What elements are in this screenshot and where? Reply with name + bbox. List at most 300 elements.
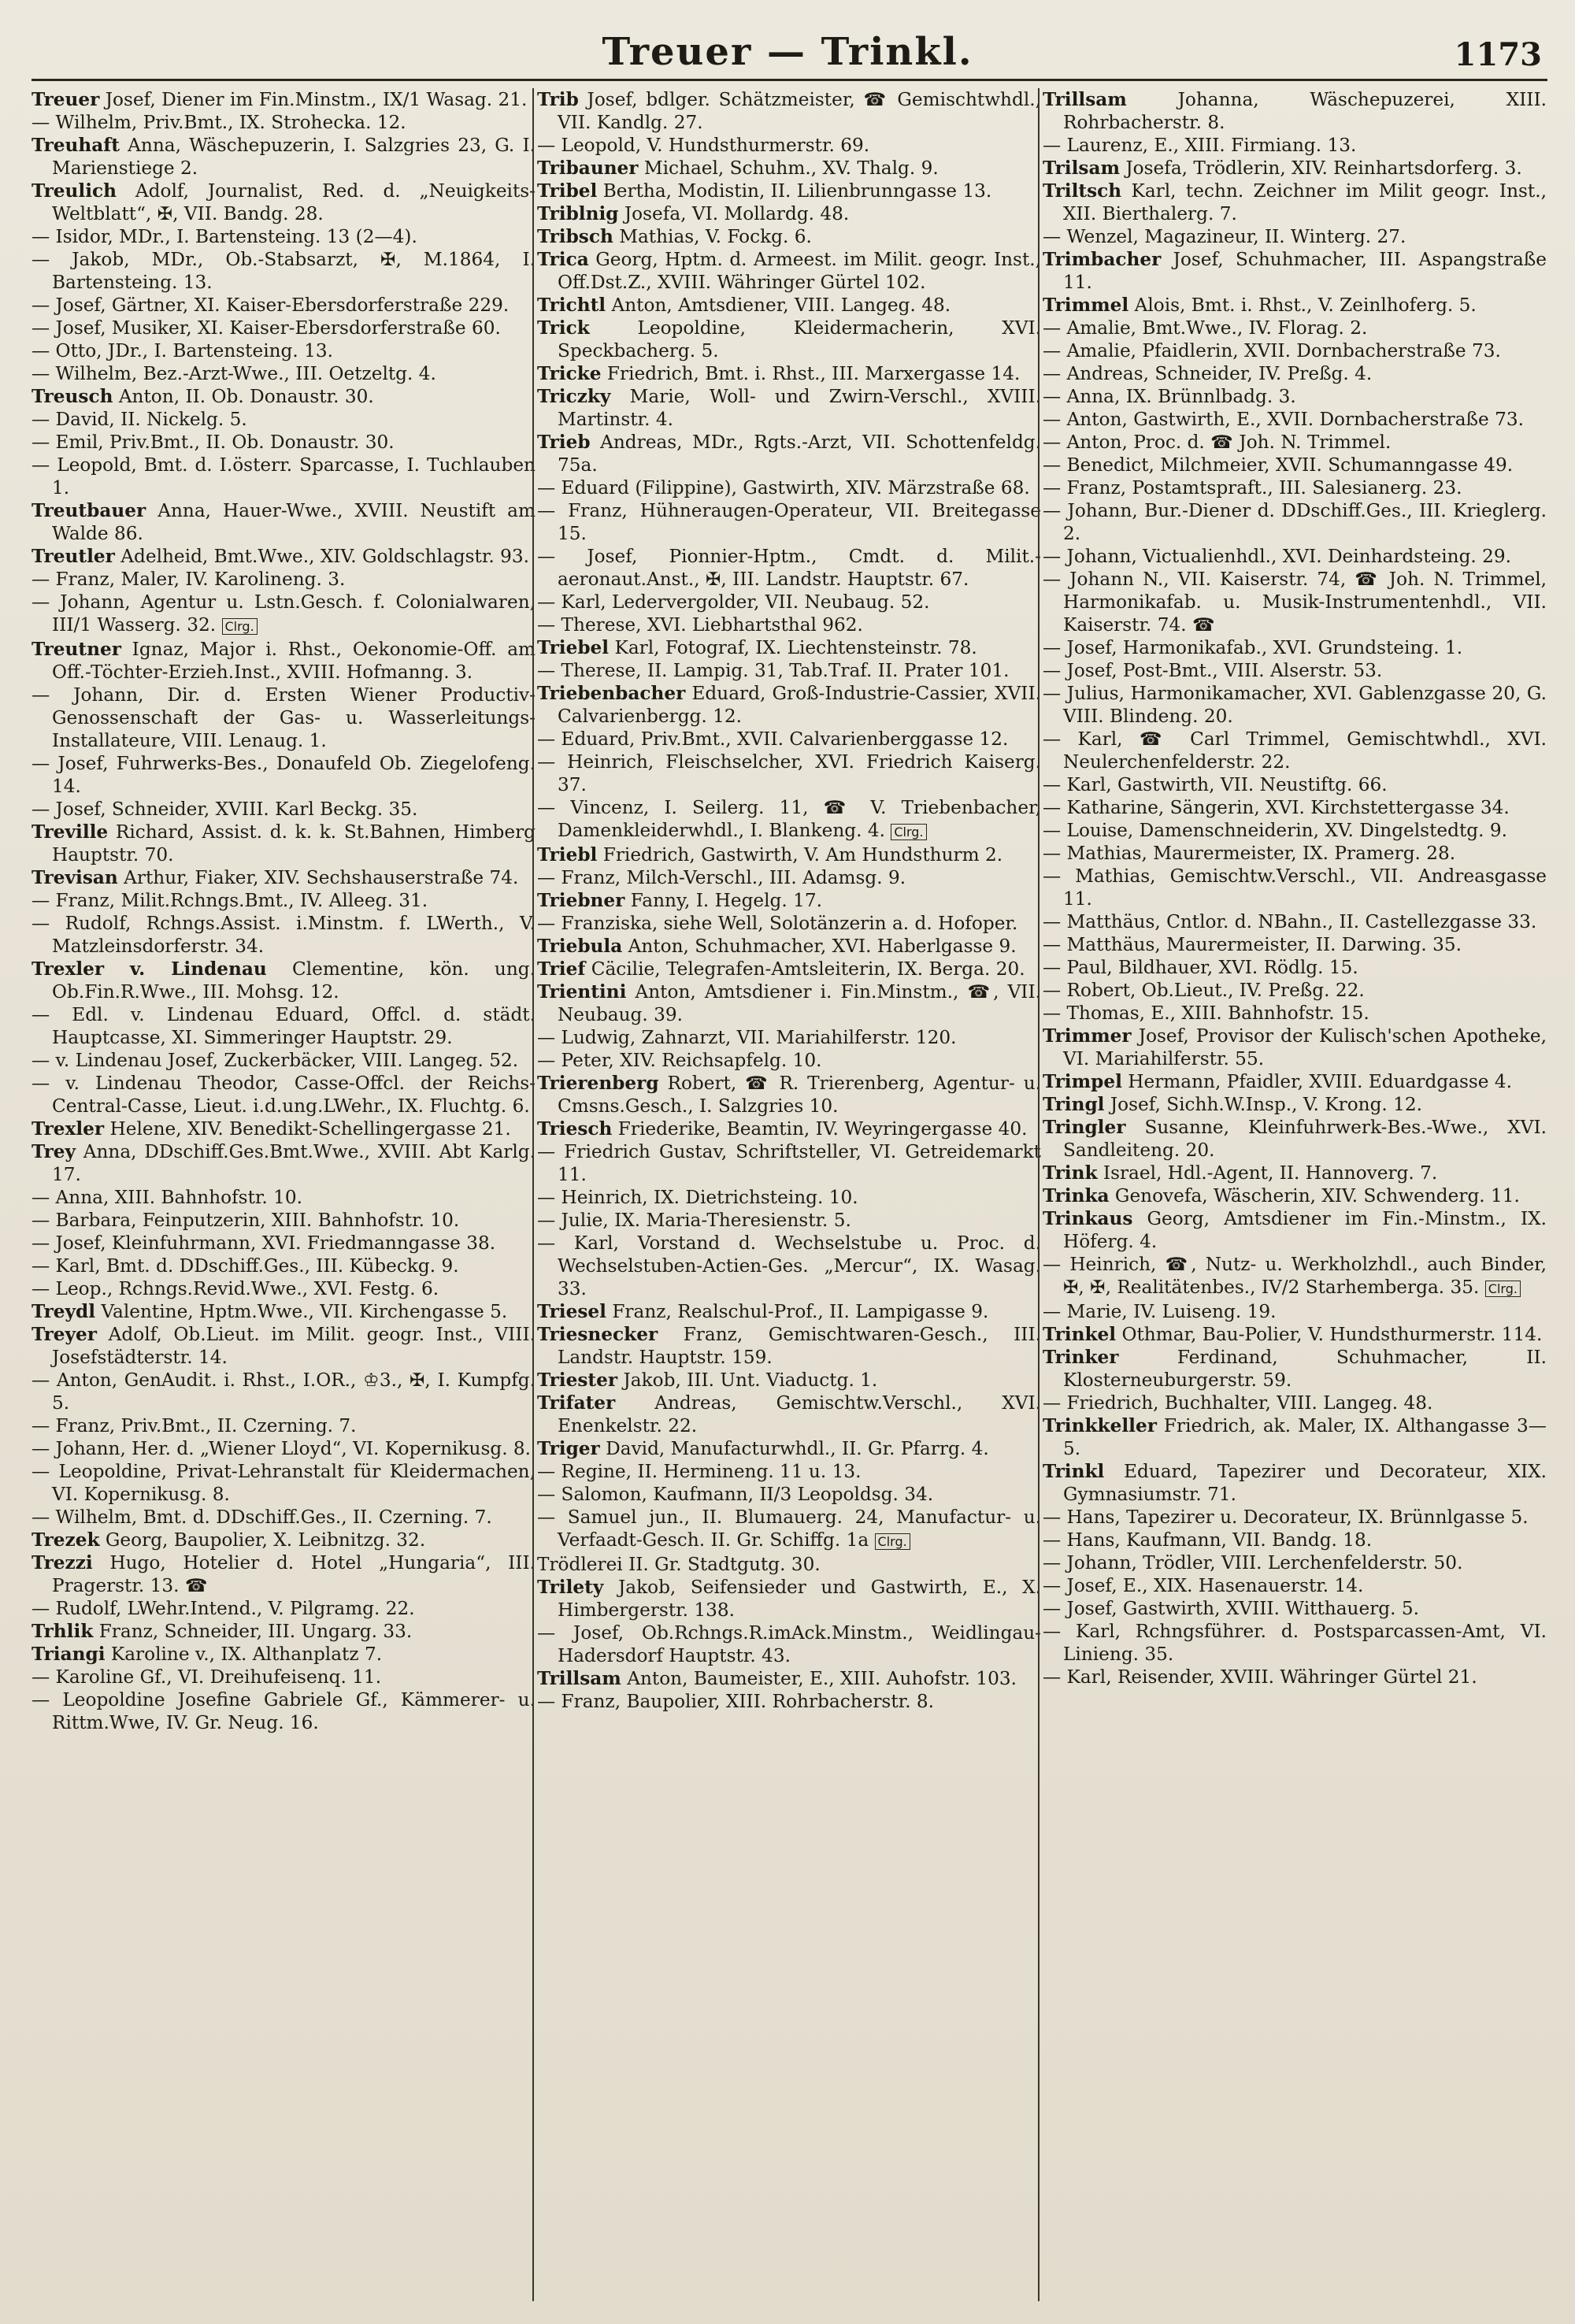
directory-entry	[537, 248, 1041, 294]
entry-text: — Ludwig, Zahnarzt, VII. Mariahilferstr. 120.	[537, 1027, 957, 1048]
entry-surname: Treutler	[32, 546, 115, 567]
directory-entry	[1043, 979, 1547, 1002]
directory-entry	[32, 545, 536, 568]
entry-text: Cäcilie, Telegrafen-Amtsleiterin, IX. Berga. 20.	[591, 958, 1025, 980]
directory-entry	[32, 958, 536, 1003]
directory-entry	[1043, 476, 1547, 499]
entry-text: Karl, techn. Zeichner im Milit geogr. Inst., XII. Bierthalerg. 7.	[1063, 180, 1547, 224]
entry-surname: Triangi	[32, 1644, 106, 1665]
entry-surname: Trezzi	[32, 1552, 93, 1573]
entry-surname: Treutbauer	[32, 500, 146, 521]
directory-entry	[32, 1437, 536, 1460]
entry-surname: Trey	[32, 1141, 76, 1162]
directory-entry	[537, 88, 1041, 134]
entry-text: — Karl, ☎ Carl Trimmel, Gemischtwhdl., XVI. Neulerchenfelderstr. 22.	[1043, 728, 1547, 773]
directory-entry	[1043, 431, 1547, 454]
entry-text: — Leopold, Bmt. d. I.österr. Sparcasse, I. Tuchlauben 1.	[32, 454, 536, 499]
directory-entry	[1043, 1551, 1547, 1574]
directory-entry	[1043, 1093, 1547, 1116]
directory-entry	[32, 88, 536, 111]
entry-surname: Treulich	[32, 180, 117, 202]
entry-text: Bertha, Modistin, II. Lilienbrunngasse 13.	[602, 180, 992, 202]
entry-text: — Johann N., VII. Kaiserstr. 74, ☎ Joh. N. Trimmel, Harmonikafab. u. Musik-Instrumentenhdl., VII. Kaiserstr. 74. ☎	[1043, 569, 1547, 636]
entry-text: — Leopold, V. Hundsthurmerstr. 69.	[537, 135, 870, 156]
directory-entry	[32, 339, 536, 362]
directory-entry	[537, 134, 1041, 157]
entry-text: — Karl, Vorstand d. Wechselstube u. Proc. d. Wechselstuben-Actien-Ges. „Mercur“, IX. Wasag. 33.	[537, 1232, 1041, 1299]
directory-entry	[32, 752, 536, 798]
entry-surname: Trimmel	[1043, 295, 1129, 316]
directory-entry	[32, 180, 536, 225]
entry-text: Jakob, III. Unt. Viaductg. 1.	[623, 1370, 878, 1391]
entry-surname: Triger	[537, 1438, 600, 1459]
entry-surname: Tribauner	[537, 158, 639, 179]
entry-surname: Triebel	[537, 637, 610, 658]
directory-entry	[1043, 659, 1547, 682]
entry-text: — Friedrich Gustav, Schriftsteller, VI. Getreidemarkt 11.	[537, 1141, 1041, 1185]
entry-surname: Triester	[537, 1370, 618, 1391]
entry-text: — Josef, E., XIX. Hasenauerstr. 14.	[1043, 1575, 1364, 1596]
entry-text: Ignaz, Major i. Rhst., Oekonomie-Off. am Off.-Töchter-Erzieh.Inst., XVIII. Hofmanng. 3.	[52, 639, 536, 683]
entry-text: Franz, Gemischtwaren-Gesch., III. Landstr. Hauptstr. 159.	[558, 1324, 1041, 1368]
entry-text: Othmar, Bau-Polier, V. Hundsthurmerstr. 114.	[1121, 1324, 1543, 1345]
entry-surname: Trick	[537, 317, 590, 339]
directory-entry	[1043, 1162, 1547, 1184]
entry-text: Israel, Hdl.-Agent, II. Hannoverg. 7.	[1102, 1162, 1438, 1184]
directory-entry	[1043, 728, 1547, 773]
directory-entry	[32, 1209, 536, 1232]
entry-text: — Thomas, E., XIII. Bahnhofstr. 15.	[1043, 1003, 1369, 1024]
entry-text: — Franz, Hühneraugen-Operateur, VII. Breitegasse 15.	[537, 500, 1041, 544]
entry-text: — Rudolf, LWehr.Intend., V. Pilgramg. 22.	[32, 1598, 415, 1619]
directory-entry	[1043, 385, 1547, 408]
directory-entry	[1043, 1574, 1547, 1597]
directory-entry	[32, 821, 536, 866]
directory-entry	[1043, 1184, 1547, 1207]
entry-surname: Trexler	[32, 1118, 105, 1140]
directory-entry	[537, 728, 1041, 751]
directory-entry	[1043, 636, 1547, 659]
directory-entry	[1043, 134, 1547, 157]
entry-text: — Paul, Bildhauer, XVI. Rödlg. 15.	[1043, 957, 1358, 978]
entry-surname: Trhlik	[32, 1621, 94, 1642]
directory-entry	[32, 294, 536, 317]
entry-text: — Friedrich, Buchhalter, VIII. Langeg. 48.	[1043, 1392, 1433, 1414]
directory-entry	[537, 431, 1041, 476]
directory-entry	[32, 1643, 536, 1666]
directory-entry	[32, 1506, 536, 1529]
directory-entry	[537, 958, 1041, 980]
entry-text: Andreas, Gemischtw.Verschl., XVI. Enenkelstr. 22.	[558, 1392, 1041, 1436]
column-divider-2	[1038, 88, 1040, 2301]
directory-entry	[537, 157, 1041, 180]
directory-entry	[32, 1300, 536, 1323]
entry-surname: Trica	[537, 249, 589, 270]
entry-surname: Triesel	[537, 1301, 606, 1322]
directory-entry	[32, 454, 536, 499]
directory-entry	[32, 591, 536, 638]
entry-surname: Trillsam	[537, 1668, 621, 1689]
entry-surname: Triczky	[537, 386, 611, 407]
entry-surname: Trezek	[32, 1529, 100, 1551]
directory-entry	[32, 798, 536, 821]
directory-entry	[32, 248, 536, 294]
directory-entry	[32, 111, 536, 134]
directory-entry	[537, 1140, 1041, 1186]
entry-text: — Hans, Kaufmann, VII. Bandg. 18.	[1043, 1529, 1373, 1551]
entry-text: Georg, Amtsdiener im Fin.-Minstm., IX. Höferg. 4.	[1063, 1208, 1547, 1252]
entry-text: — Karoline Gf., VI. Dreihufeisenq. 11.	[32, 1666, 382, 1688]
page-title: Treuer — Trinkl.	[602, 30, 973, 74]
directory-entry	[537, 682, 1041, 728]
directory-entry	[1043, 339, 1547, 362]
entry-text: Anna, Hauer-Wwe., XVIII. Neustift am Walde 86.	[52, 500, 536, 544]
entry-text: — Benedict, Milchmeier, XVII. Schumanngasse 49.	[1043, 454, 1514, 476]
directory-entry	[1043, 157, 1547, 180]
directory-entry	[537, 1553, 1041, 1576]
entry-text: — Karl, Gastwirth, VII. Neustiftg. 66.	[1043, 774, 1388, 795]
entry-text: Andreas, MDr., Rgts.-Arzt, VII. Schottenfeldg. 75a.	[558, 432, 1041, 476]
entry-text: — Matthäus, Cntlor. d. NBahn., II. Castellezgasse 33.	[1043, 911, 1537, 932]
entry-text: Arthur, Fiaker, XIV. Sechshauserstraße 74.	[124, 867, 519, 888]
directory-entry	[32, 1460, 536, 1506]
entry-text: Josefa, VI. Mollardg. 48.	[624, 203, 850, 224]
entry-text: — Laurenz, E., XIII. Firmiang. 13.	[1043, 135, 1357, 156]
entry-surname: Trib	[537, 89, 579, 110]
directory-entry	[32, 1072, 536, 1118]
entry-text: Adolf, Ob.Lieut. im Milit. geogr. Inst., VIII. Josefstädterstr. 14.	[52, 1324, 536, 1368]
entry-text: Anna, Wäschepuzerin, I. Salzgries 23, G. I. Marienstiege 2.	[52, 135, 536, 179]
entry-text: Georg, Hptm. d. Armeest. im Milit. geogr. Inst., Off.Dst.Z., XVIII. Währinger Gürtel 102.	[558, 249, 1041, 293]
directory-entry	[32, 1323, 536, 1369]
directory-entry	[1043, 933, 1547, 956]
entry-text: — Heinrich, IX. Dietrichsteing. 10.	[537, 1187, 858, 1208]
directory-entry	[32, 362, 536, 385]
directory-entry	[537, 751, 1041, 796]
directory-entry	[1043, 248, 1547, 294]
clearing-badge: Clrg.	[1485, 1281, 1521, 1297]
directory-entry	[32, 889, 536, 912]
entry-surname: Treyer	[32, 1324, 97, 1345]
entry-text: Adolf, Journalist, Red. d. „Neuigkeits-Weltblatt“, ✠, VII. Bandg. 28.	[52, 180, 536, 224]
directory-entry	[537, 935, 1041, 958]
directory-entry	[1043, 1597, 1547, 1620]
entry-text: — Josef, Gastwirth, XVIII. Witthauerg. 5.	[1043, 1598, 1419, 1619]
directory-entry	[32, 1255, 536, 1277]
entry-text: — Vincenz, I. Seilerg. 11, ☎ V. Triebenbacher, Damenkleiderwhdl., I. Blankeng. 4.	[537, 797, 1041, 841]
entry-text: — Rudolf, Rchngs.Assist. i.Minstm. f. LWerth., V. Matzleinsdorferstr. 34.	[32, 913, 536, 957]
entry-surname: Treuer	[32, 89, 100, 110]
entry-surname: Trinkl	[1043, 1461, 1105, 1482]
entry-text: — Josef, Harmonikafab., XVI. Grundsteing. 1.	[1043, 637, 1463, 658]
entry-text: — v. Lindenau Josef, Zuckerbäcker, VIII. Langeg. 52.	[32, 1050, 519, 1071]
directory-entry	[537, 180, 1041, 202]
entry-surname: Treusch	[32, 386, 113, 407]
entry-text: — Johann, Trödler, VIII. Lerchenfelderstr. 50.	[1043, 1552, 1463, 1573]
entry-text: — David, II. Nickelg. 5.	[32, 409, 247, 430]
directory-entry	[1043, 1346, 1547, 1392]
entry-text: — Samuel jun., II. Blumauerg. 24, Manufactur- u. Verfaadt-Gesch. II. Gr. Schiffg. 1a	[537, 1507, 1041, 1551]
entry-surname: Treville	[32, 821, 109, 843]
entry-surname: Triltsch	[1043, 180, 1122, 202]
entry-text: — Franz, Milit.Rchngs.Bmt., IV. Alleeg. 31.	[32, 890, 428, 911]
directory-entry	[537, 1460, 1041, 1483]
entry-text: Robert, ☎ R. Trierenberg, Agentur- u. Cmsns.Gesch., I. Salzgries 10.	[558, 1073, 1041, 1117]
entry-surname: Trevisan	[32, 867, 118, 888]
entry-text: — Josef, Musiker, XI. Kaiser-Ebersdorferstraße 60.	[32, 317, 501, 339]
entry-text: — Josef, Kleinfuhrmann, XVI. Friedmanngasse 38.	[32, 1232, 496, 1254]
directory-entry	[1043, 1506, 1547, 1529]
directory-entry	[537, 1300, 1041, 1323]
entry-text: — Isidor, MDr., I. Bartensteing. 13 (2—4).	[32, 226, 417, 247]
directory-entry	[537, 1072, 1041, 1118]
entry-surname: Trinker	[1043, 1347, 1119, 1368]
entry-text: Anton, Schuhmacher, XVI. Haberlgasse 9.	[628, 936, 1017, 957]
directory-entry	[1043, 1460, 1547, 1506]
entry-surname: Trifater	[537, 1392, 616, 1414]
entry-text: Richard, Assist. d. k. k. St.Bahnen, Himberg Hauptstr. 70.	[52, 821, 536, 865]
directory-entry	[537, 912, 1041, 935]
entry-surname: Triebner	[537, 890, 625, 911]
entry-text: Josef, Sichh.W.Insp., V. Krong. 12.	[1110, 1094, 1423, 1115]
entry-surname: Treydl	[32, 1301, 96, 1322]
directory-entry	[537, 385, 1041, 431]
entry-surname: Treuhaft	[32, 135, 120, 156]
entry-text: Friedrich, Gastwirth, V. Am Hundsthurm 2.	[602, 844, 1003, 865]
directory-entry	[1043, 819, 1547, 842]
directory-entry	[537, 1667, 1041, 1690]
directory-entry	[537, 613, 1041, 636]
entry-text: — Josef, Ob.Rchngs.R.imAck.Minstm., Weidlingau-Hadersdorf Hauptstr. 43.	[537, 1622, 1041, 1666]
directory-entry	[1043, 796, 1547, 819]
entry-text: — Karl, Reisender, XVIII. Währinger Gürtel 21.	[1043, 1666, 1477, 1688]
entry-text: — Karl, Rchngsführer. d. Postsparcassen-Amt, VI. Linieng. 35.	[1043, 1621, 1547, 1665]
entry-text: Josef, Provisor der Kulisch'schen Apotheke, VI. Mariahilferstr. 55.	[1063, 1025, 1547, 1069]
entry-text: — Amalie, Pfaidlerin, XVII. Dornbacherstraße 73.	[1043, 340, 1501, 361]
entry-text: Anton, Amtsdiener i. Fin.Minstm., ☎, VII. Neubaug. 39.	[558, 981, 1041, 1025]
entry-text: Hermann, Pfaidler, XVIII. Eduardgasse 4.	[1128, 1071, 1513, 1092]
entry-text: — Andreas, Schneider, IV. Preßg. 4.	[1043, 363, 1373, 384]
directory-entry	[537, 1026, 1041, 1049]
entry-text: Michael, Schuhm., XV. Thalg. 9.	[643, 158, 939, 179]
entry-text: — Franz, Maler, IV. Karolineng. 3.	[32, 569, 346, 590]
entry-text: — Anton, Proc. d. ☎ Joh. N. Trimmel.	[1043, 432, 1392, 453]
entry-text: — Anna, IX. Brünnlbadg. 3.	[1043, 386, 1296, 407]
entry-text: — Therese, XVI. Liebhartsthal 962.	[537, 614, 863, 636]
directory-entry	[537, 1622, 1041, 1667]
entry-text: — Karl, Bmt. d. DDschiff.Ges., III. Kübeckg. 9.	[32, 1255, 459, 1277]
entry-text: Leopoldine, Kleidermacherin, XVI. Speckbacherg. 5.	[558, 317, 1041, 361]
column-3	[1043, 88, 1547, 2301]
entry-surname: Tribsch	[537, 226, 613, 247]
entry-surname: Tringl	[1043, 1094, 1105, 1115]
entry-surname: Trexler v. Lindenau	[32, 958, 267, 980]
directory-entry	[1043, 88, 1547, 134]
directory-entry	[537, 1437, 1041, 1460]
directory-entry	[32, 1003, 536, 1049]
entry-text: — Eduard (Filippine), Gastwirth, XIV. Märzstraße 68.	[537, 477, 1030, 499]
entry-text: — Josef, Fuhrwerks-Bes., Donaufeld Ob. Ziegelofeng. 14.	[32, 753, 536, 797]
directory-entry	[32, 866, 536, 889]
directory-entry	[537, 659, 1041, 682]
directory-entry	[1043, 1529, 1547, 1551]
directory-entry	[1043, 317, 1547, 339]
header-rule	[32, 79, 1547, 81]
directory-entry	[537, 1392, 1041, 1437]
entry-surname: Trierenberg	[537, 1073, 659, 1094]
entry-text: — Salomon, Kaufmann, II/3 Leopoldsg. 34.	[537, 1484, 934, 1505]
entry-text: — Wilhelm, Bmt. d. DDschiff.Ges., II. Czerning. 7.	[32, 1507, 492, 1528]
entry-surname: Trientini	[537, 981, 627, 1003]
directory-entry	[32, 912, 536, 958]
entry-text: — Julius, Harmonikamacher, XVI. Gablenzgasse 20, G. VIII. Blindeng. 20.	[1043, 683, 1547, 727]
entry-text: Josef, Schuhmacher, III. Aspangstraße 11.	[1063, 249, 1547, 293]
entry-surname: Trimpel	[1043, 1071, 1122, 1092]
directory-entry	[537, 202, 1041, 225]
entry-text: — Karl, Ledervergolder, VII. Neubaug. 52.	[537, 591, 930, 613]
entry-text: Alois, Bmt. i. Rhst., V. Zeinlhoferg. 5.	[1134, 295, 1477, 316]
directory-entry	[537, 294, 1041, 317]
entry-surname: Trillsam	[1043, 89, 1127, 110]
directory-entry	[537, 843, 1041, 866]
directory-entry	[537, 1690, 1041, 1713]
entry-text: Friedrich, ak. Maler, IX. Althangasse 3—5.	[1063, 1415, 1547, 1459]
directory-entry	[32, 1597, 536, 1620]
entry-text: Josef, Diener im Fin.Minstm., IX/1 Wasag. 21.	[105, 89, 528, 110]
column-2	[537, 88, 1041, 2301]
entry-text: — Franz, Priv.Bmt., II. Czerning. 7.	[32, 1415, 357, 1436]
directory-entry	[537, 980, 1041, 1026]
directory-entry	[1043, 1323, 1547, 1346]
entry-text: Eduard, Groß-Industrie-Cassier, XVII. Calvarienbergg. 12.	[558, 683, 1041, 727]
entry-text: — Josef, Schneider, XVIII. Karl Beckg. 35.	[32, 799, 418, 820]
entry-text: Anton, II. Ob. Donaustr. 30.	[118, 386, 374, 407]
directory-entry	[1043, 1300, 1547, 1323]
clearing-badge: Clrg.	[875, 1533, 910, 1550]
directory-entry	[1043, 865, 1547, 910]
directory-entry	[32, 317, 536, 339]
directory-entry	[32, 1414, 536, 1437]
entry-surname: Triebenbacher	[537, 683, 686, 704]
directory-entry	[537, 1118, 1041, 1140]
entry-text: — Josef, Pionnier-Hptm., Cmdt. d. Milit.-aeronaut.Anst., ✠, III. Landstr. Hauptstr. 67.	[537, 546, 1041, 590]
entry-surname: Trinkel	[1043, 1324, 1117, 1345]
entry-text: Josefa, Trödlerin, XIV. Reinhartsdorferg. 3.	[1125, 158, 1522, 179]
column-1	[32, 88, 536, 2301]
entry-surname: Triblnig	[537, 203, 619, 224]
entry-text: — Matthäus, Maurermeister, II. Darwing. 35.	[1043, 934, 1462, 955]
entry-text: — Johann, Her. d. „Wiener Lloyd“, VI. Kopernikusg. 8.	[32, 1438, 532, 1459]
entry-surname: Trilsam	[1043, 158, 1121, 179]
directory-entry	[1043, 1207, 1547, 1253]
directory-entry	[537, 476, 1041, 499]
entry-text: — Heinrich, Fleischselcher, XVI. Friedrich Kaiserg. 37.	[537, 751, 1041, 795]
directory-entry	[32, 1049, 536, 1072]
entry-text: — Louise, Damenschneiderin, XV. Dingelstedtg. 9.	[1043, 820, 1507, 841]
directory-entry	[1043, 682, 1547, 728]
entry-text: — Franz, Postamtspraft., III. Salesianerg. 23.	[1043, 477, 1462, 499]
entry-surname: Trichtl	[537, 295, 606, 316]
entry-text: — Josef, Gärtner, XI. Kaiser-Ebersdorferstraße 229.	[32, 295, 510, 316]
directory-entry	[537, 866, 1041, 889]
directory-entry	[1043, 1620, 1547, 1666]
directory-entry	[1043, 454, 1547, 476]
entry-text: — Barbara, Feinputzerin, XIII. Bahnhofstr. 10.	[32, 1210, 460, 1231]
entry-surname: Trinka	[1043, 1185, 1110, 1206]
directory-entry	[1043, 568, 1547, 636]
entry-text: — Franziska, siehe Well, Solotänzerin a. d. Hofoper.	[537, 913, 1018, 934]
directory-entry	[1043, 225, 1547, 248]
directory-entry	[1043, 1025, 1547, 1070]
directory-entry	[1043, 1070, 1547, 1093]
directory-entry	[537, 1209, 1041, 1232]
entry-text: — Otto, JDr., I. Bartensteing. 13.	[32, 340, 334, 361]
directory-entry	[1043, 1116, 1547, 1162]
directory-entry	[537, 225, 1041, 248]
directory-entry	[1043, 910, 1547, 933]
directory-entry	[1043, 1253, 1547, 1300]
directory-entry	[537, 591, 1041, 613]
directory-entry	[537, 545, 1041, 591]
entry-text: — Anton, Gastwirth, E., XVII. Dornbacherstraße 73.	[1043, 409, 1524, 430]
clearing-badge: Clrg.	[222, 618, 258, 635]
entry-surname: Trink	[1043, 1162, 1098, 1184]
entry-surname: Trief	[537, 958, 586, 980]
entry-text: — Peter, XIV. Reichsapfelg. 10.	[537, 1050, 822, 1071]
entry-surname: Trimmer	[1043, 1025, 1132, 1047]
entry-text: Karl, Fotograf, IX. Liechtensteinstr. 78.	[614, 637, 977, 658]
entry-text: — Johann, Bur.-Diener d. DDschiff.Ges., III. Krieglerg. 2.	[1043, 500, 1547, 544]
entry-text: — Johann, Victualienhdl., XVI. Deinhardsteing. 29.	[1043, 546, 1512, 567]
column-divider-1	[532, 88, 534, 2301]
entry-text: — Wilhelm, Priv.Bmt., IX. Strohecka. 12.	[32, 112, 406, 133]
entry-text: — Mathias, Maurermeister, IX. Pramerg. 28.	[1043, 843, 1456, 864]
directory-entry	[32, 1369, 536, 1414]
entry-text: David, Manufacturwhdl., II. Gr. Pfarrg. 4.	[606, 1438, 989, 1459]
directory-entry	[1043, 499, 1547, 545]
directory-entry	[1043, 956, 1547, 979]
directory-entry	[32, 1529, 536, 1551]
directory-entry	[537, 1506, 1041, 1553]
page-number: 1173	[1454, 36, 1542, 73]
entry-text: Genovefa, Wäscherin, XIV. Schwenderg. 11.	[1114, 1185, 1520, 1206]
directory-entry	[32, 1186, 536, 1209]
directory-entry	[1043, 842, 1547, 865]
entry-surname: Treutner	[32, 639, 121, 660]
directory-entry	[1043, 1414, 1547, 1460]
entry-surname: Tricke	[537, 363, 602, 384]
entry-text: — Marie, IV. Luiseng. 19.	[1043, 1301, 1277, 1322]
entry-surname: Trimbacher	[1043, 249, 1162, 270]
entry-text: — Leop., Rchngs.Revid.Wwe., XVI. Festg. 6.	[32, 1278, 439, 1299]
entry-text: — Johann, Agentur u. Lstn.Gesch. f. Colonialwaren, III/1 Wasserg. 32.	[32, 591, 536, 636]
entry-text: — Eduard, Priv.Bmt., XVII. Calvarienberggasse 12.	[537, 728, 1009, 750]
directory-entry	[32, 1140, 536, 1186]
directory-entry	[32, 225, 536, 248]
directory-entry	[1043, 180, 1547, 225]
entry-text: Friederike, Beamtin, IV. Weyringergasse 40.	[617, 1118, 1028, 1140]
entry-text: — Mathias, Gemischtw.Verschl., VII. Andreasgasse 11.	[1043, 865, 1547, 910]
entry-surname: Tringler	[1043, 1117, 1126, 1138]
entry-text: Adelheid, Bmt.Wwe., XIV. Goldschlagstr. 93.	[120, 546, 529, 567]
entry-text: Eduard, Tapezirer und Decorateur, XIX. Gymnasiumstr. 71.	[1063, 1461, 1547, 1505]
directory-entry	[537, 636, 1041, 659]
entry-text: — Amalie, Bmt.Wwe., IV. Florag. 2.	[1043, 317, 1368, 339]
directory-entry	[537, 796, 1041, 843]
entry-text: — Franz, Milch-Verschl., III. Adamsg. 9.	[537, 867, 906, 888]
directory-entry	[537, 362, 1041, 385]
entry-text: — Therese, II. Lampig. 31, Tab.Traf. II. Prater 101.	[537, 660, 1010, 681]
